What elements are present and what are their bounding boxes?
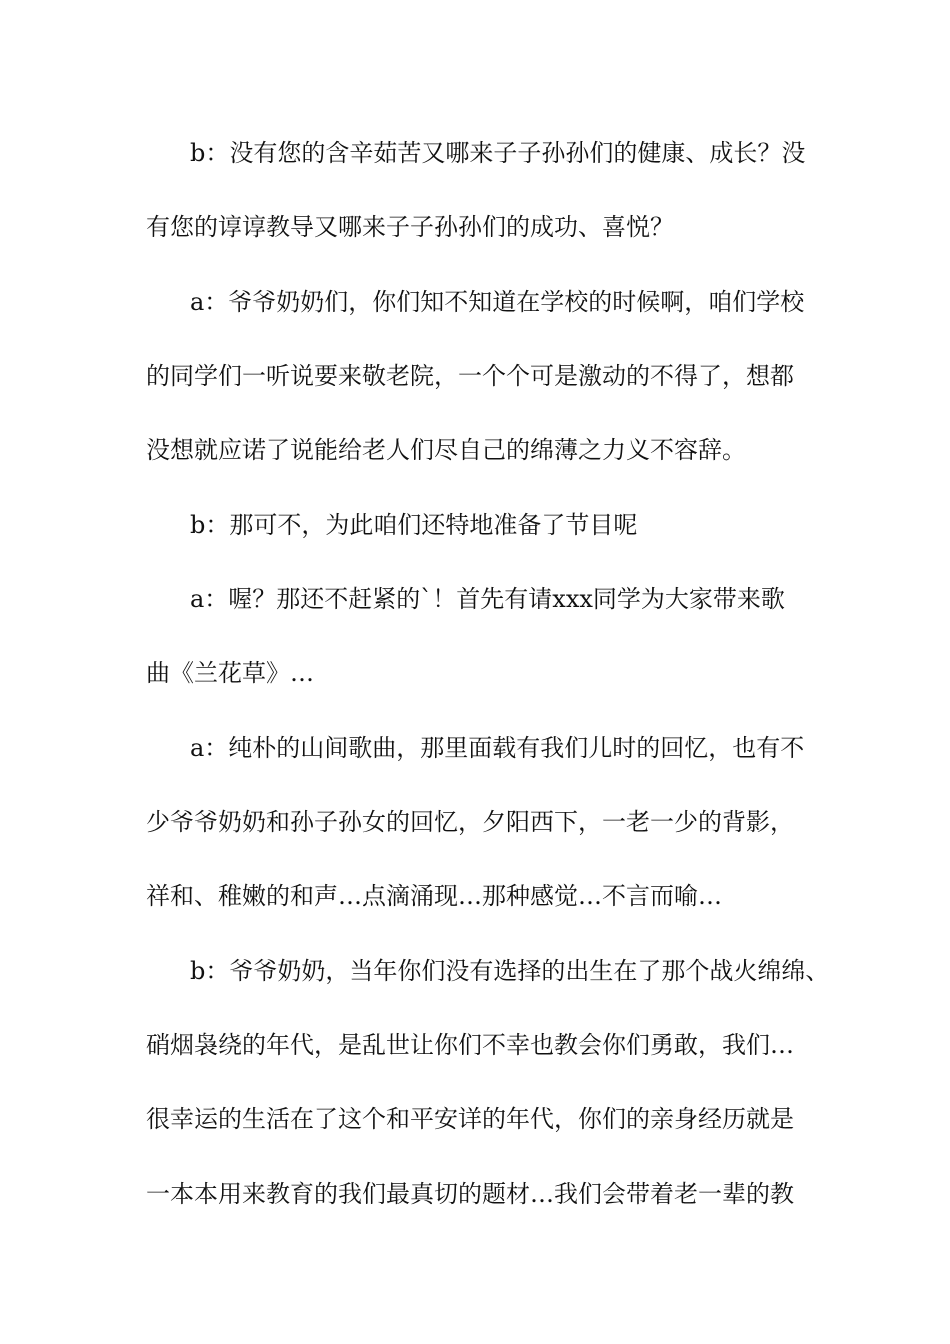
text-line: 没想就应诺了说能给老人们尽自己的绵薄之力义不容辞。 xyxy=(146,436,746,464)
text-line: 少爷爷奶奶和孙子孙女的回忆，夕阳西下，一老一少的背影， xyxy=(146,808,794,836)
text-line: 的同学们一听说要来敬老院，一个个可是激动的不得了，想都 xyxy=(146,362,794,390)
text-line: b：那可不，为此咱们还特地准备了节目呢 xyxy=(190,511,638,539)
text-line: a：喔？那还不赶紧的`！首先有请xxx同学为大家带来歌 xyxy=(190,585,785,613)
text-line: 硝烟袅绕的年代，是乱世让你们不幸也教会你们勇敢，我们… xyxy=(146,1031,794,1059)
text-line: b：爷爷奶奶，当年你们没有选择的出生在了那个战火绵绵、 xyxy=(190,957,830,985)
text-line: 曲《兰花草》… xyxy=(146,659,314,687)
text-line: b：没有您的含辛茹苦又哪来子子孙孙们的健康、成长？没 xyxy=(190,139,806,167)
text-line: 有您的谆谆教导又哪来子子孙孙们的成功、喜悦？ xyxy=(146,213,674,241)
text-line: 祥和、稚嫩的和声…点滴涌现…那种感觉…不言而喻… xyxy=(146,882,722,910)
text-line: a：爷爷奶奶们，你们知不知道在学校的时候啊，咱们学校 xyxy=(190,288,805,316)
text-line: 很幸运的生活在了这个和平安详的年代，你们的亲身经历就是 xyxy=(146,1105,794,1133)
text-line: a：纯朴的山间歌曲，那里面载有我们儿时的回忆，也有不 xyxy=(190,734,805,762)
text-line: 一本本用来教育的我们最真切的题材…我们会带着老一辈的教 xyxy=(146,1180,794,1208)
